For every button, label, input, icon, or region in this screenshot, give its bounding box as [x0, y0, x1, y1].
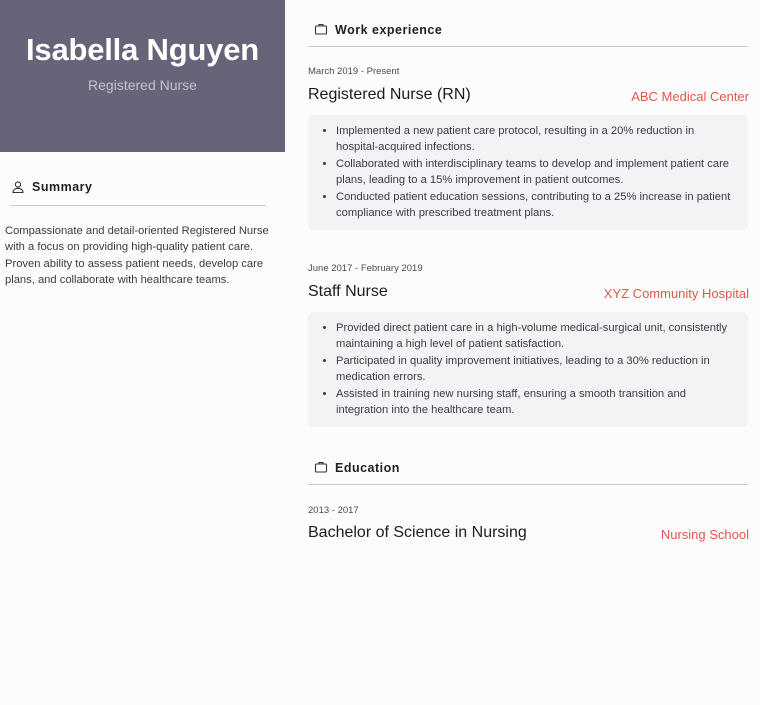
job-bullet: • Participated in quality improvement initiatives, leading to a 30% reduction in medication errors. — [336, 353, 734, 386]
summary-heading: Summary — [32, 180, 93, 194]
education-degree: Bachelor of Science in Nursing — [308, 524, 527, 541]
profile-name: Isabella Nguyen — [25, 32, 260, 67]
job-title: Registered Nurse (RN) — [308, 86, 471, 103]
summary-text: Compassionate and detail-oriented Registered Nurse with a focus on providing high-quality patient care. Proven ability to assess patient needs, develop care plans, and collaborate with healthcare teams. — [5, 225, 269, 287]
education-heading: Education — [335, 461, 400, 475]
job-bullet: • Assisted in training new nursing staff, ensuring a smooth transition and integration into the healthcare team. — [336, 386, 734, 419]
job-dates: March 2019 - Present — [308, 66, 400, 77]
user-icon — [11, 180, 25, 194]
work-heading: Work experience — [335, 23, 443, 37]
work-section-header — [308, 19, 748, 47]
education-school: Nursing School — [660, 527, 749, 542]
job-bullets — [308, 115, 748, 230]
job-title: Staff Nurse — [308, 283, 388, 300]
right-column — [308, 0, 749, 705]
briefcase-icon — [314, 460, 328, 474]
job-dates: June 2017 - February 2019 — [308, 263, 423, 274]
education-section-header — [308, 457, 748, 485]
job-company: XYZ Community Hospital — [603, 286, 749, 301]
profile-role: Registered Nurse — [88, 77, 197, 93]
education-dates: 2013 - 2017 — [308, 505, 359, 516]
left-column — [0, 0, 285, 705]
job-bullet: • Implemented a new patient care protocol, resulting in a 20% reduction in hospital-acquired infections. — [336, 123, 734, 156]
job-company: ABC Medical Center — [631, 89, 749, 104]
job-bullet: • Collaborated with interdisciplinary teams to develop and implement patient care plans, leading to a 15% improvement in patient outcomes. — [336, 156, 734, 189]
job-bullets — [308, 312, 748, 427]
job-bullet: • Conducted patient education sessions, contributing to a 25% increase in patient compliance with prescribed treatment plans. — [336, 189, 734, 222]
profile-header — [0, 0, 285, 152]
job-bullet: • Provided direct patient care in a high-volume medical-surgical unit, consistently maintaining a high level of patient satisfaction. — [336, 320, 734, 353]
summary-section-header — [10, 177, 266, 206]
briefcase-icon — [314, 22, 328, 36]
